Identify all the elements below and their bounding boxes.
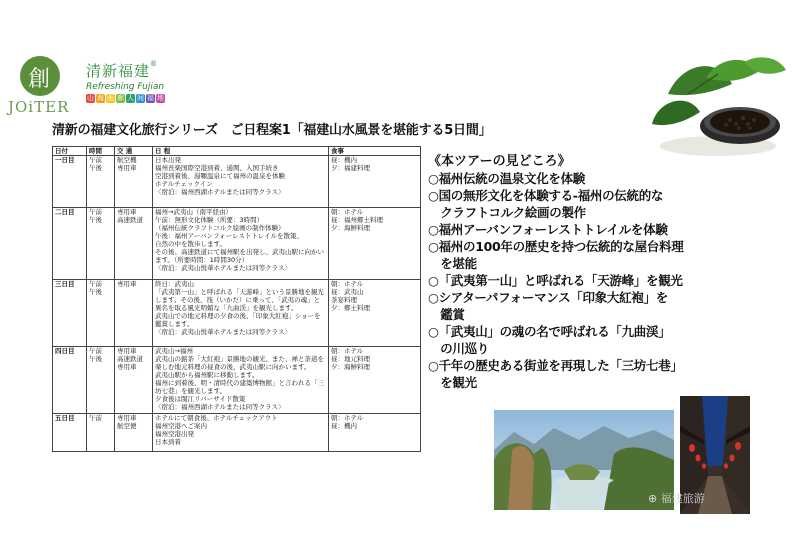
header-meals: 食事 [329, 147, 421, 156]
schedule-line: ホテルチェックイン [155, 180, 213, 188]
transport-cell [115, 414, 153, 452]
schedule-line: その後、高速鉄道にて福州駅を出発し、武夷山駅に向かいます。（所要時間：1時間30分） [155, 248, 324, 264]
transport-line: 専用車 [117, 363, 137, 371]
time-line: 午前 [89, 347, 102, 355]
schedule-line: 〈宿泊：武夷山悦華ホテルまたは同等クラス〉 [155, 328, 291, 336]
schedule-line: 武夷山での地元料理の夕食の後、「印象大紅袍」ショーを鑑賞します。 [155, 312, 321, 328]
schedule-line: 終日：武夷山 [155, 280, 194, 288]
slogan-char: 人 [127, 94, 134, 102]
refreshing-fujian-logo [86, 60, 166, 108]
header-time: 時間 [87, 147, 115, 156]
highlight-item: ○シアターパフォーマンス「印象大紅袍」を [428, 290, 668, 305]
highlight-item: ○千年の歴史ある街並を再現した「三坊七巷」 [428, 358, 683, 373]
transport-line: 専用車 [117, 208, 137, 216]
meals-line: 夕：福建料理 [331, 164, 370, 172]
meals-line: 茶宴料理 [331, 296, 357, 304]
transport-line: 専用車 [117, 280, 137, 288]
highlight-item: クラフトコルク絵画の製作 [428, 205, 586, 220]
schedule-line: 自然の中を散歩します。 [155, 240, 226, 248]
highlight-item: を堪能 [428, 256, 477, 271]
header-transport: 交 通 [115, 147, 153, 156]
transport-line: 専用車 [117, 164, 137, 172]
table-row [53, 414, 421, 452]
schedule-line: 「武夷第一山」と呼ばれる「天游峰」という景勝地を観光します。その後、筏（いかだ）に乗って、「武夷の魂」と異名を取る風光明媚な「九曲渓」を観光します。 [155, 288, 324, 312]
highlight-item: ○福州アーバンフォーレストトレイルを体験 [428, 222, 668, 237]
tea-cup-photo [648, 54, 794, 160]
schedule-line: 福州空港出発 [155, 430, 194, 438]
page-title: 清新の福建文化旅行シリーズ ご日程案1「福建山水風景を堪能する5日間」 [52, 123, 492, 138]
slogan-char: 福 [147, 94, 154, 102]
schedule-line: 日本出発 [155, 156, 181, 164]
transport-cell [115, 156, 153, 208]
schedule-line: 福州空港へご案内 [155, 422, 207, 430]
transport-line: 高速鉄道 [117, 355, 143, 363]
table-row [53, 347, 421, 414]
meals-cell [329, 347, 421, 414]
schedule-line: 〈宿泊：福州西湖ホテルまたは同等クラス〉 [155, 188, 285, 196]
meals-line: 昼：機内 [331, 422, 357, 430]
slogan-char: 间 [137, 94, 144, 102]
schedule-line: 空港到着後、湯顆温泉にて福州の温泉を体験 [155, 172, 285, 180]
schedule-cell [153, 347, 329, 414]
meals-line: 朝：ホテル [331, 280, 364, 288]
time-line: 午前 [89, 156, 102, 164]
meals-line: 昼：福州郷土料理 [331, 216, 383, 224]
table-row [53, 156, 421, 208]
schedule-line: 武夷山の銘茶「大紅袍」景勝地の観光、また、禅と茶道を楽しむ地元料理の昼食の後、武夷山駅に向かいます。 [155, 355, 324, 371]
time-cell [87, 347, 115, 414]
transport-cell [115, 347, 153, 414]
transport-line: 航空便 [117, 422, 137, 430]
highlights-list [428, 170, 744, 391]
meals-line: 朝：ホテル [331, 208, 364, 216]
itinerary-table [52, 146, 421, 452]
highlight-item: ○福州の100年の歴史を持つ伝統的な屋台料理 [428, 239, 684, 254]
highlight-item: を観光 [428, 375, 477, 390]
itinerary-body [53, 156, 421, 452]
slogan-char: 廊 [117, 94, 124, 102]
transport-cell [115, 208, 153, 280]
highlight-item: ○「武夷第一山」と呼ばれる「天游峰」を観光 [428, 273, 683, 288]
slogan-char: 地 [157, 94, 164, 102]
time-line: 午後 [89, 355, 102, 363]
schedule-cell [153, 280, 329, 347]
watermark: ⊕ 福建旅游 [648, 492, 705, 505]
schedule-line: ホテルにて朝食後、ホテルチェックアウト [155, 414, 278, 422]
schedule-line: 夕食後は閩江リバーサイド散策 [155, 395, 246, 403]
schedule-cell [153, 414, 329, 452]
tour-highlights [428, 150, 744, 391]
meals-cell [329, 208, 421, 280]
highlight-item: 鑑賞 [428, 307, 465, 322]
slogan-char: 画 [107, 94, 114, 102]
table-row [53, 208, 421, 280]
schedule-line: 武夷山駅から福州駅に移動します。 [155, 371, 259, 379]
schedule-line: 〈宿泊：福州西湖ホテルまたは同等クラス〉 [155, 403, 285, 411]
highlight-item: ○「武夷山」の魂の名で呼ばれる「九曲渓」 [428, 324, 671, 339]
highlight-item: ○国の無形文化を体験する-福州の伝統的な [428, 188, 664, 203]
schedule-line: （福州伝統クラフトコルク絵画の制作体験） [155, 224, 285, 232]
meals-line: 夕：海鮮料理 [331, 363, 370, 371]
header-date: 日付 [53, 147, 87, 156]
schedule-line: 〈宿泊：武夷山悦華ホテルまたは同等クラス〉 [155, 264, 291, 272]
fujian-logo-cn: 清新福建 [86, 62, 151, 80]
table-header-row [53, 147, 421, 156]
day-cell: 二日目 [53, 208, 87, 280]
joiter-logo [6, 56, 72, 118]
transport-cell [115, 280, 153, 347]
schedule-cell [153, 156, 329, 208]
time-line: 午後 [89, 164, 102, 172]
transport-line: 専用車 [117, 347, 137, 355]
schedule-line: 福州→武夷山（南平経由） [155, 208, 232, 216]
header-schedule: 日 程 [153, 147, 329, 156]
time-line: 午前 [89, 208, 102, 216]
joiter-logo-char: 創 [28, 67, 51, 92]
highlight-item: の川巡り [428, 341, 490, 356]
time-line: 午前 [89, 280, 102, 288]
time-cell [87, 414, 115, 452]
meals-cell [329, 414, 421, 452]
mountain-river-photo [494, 410, 674, 510]
schedule-line: 福州長楽国際空港到着、通関、入国手続き [155, 164, 279, 172]
table-row [53, 280, 421, 347]
transport-line: 航空機 [117, 156, 137, 164]
day-cell: 五日目 [53, 414, 87, 452]
schedule-line: 午後：福州アーバンフォーレストトレイルを散策、 [155, 232, 304, 240]
registered-mark: ® [150, 60, 159, 68]
highlights-heading: 《本ツアーの見どころ》 [428, 154, 571, 169]
transport-line: 専用車 [117, 414, 137, 422]
schedule-line: 武夷山→福州 [155, 347, 193, 355]
time-line: 午後 [89, 216, 102, 224]
schedule-line: 日本到着 [155, 438, 181, 446]
meals-cell [329, 156, 421, 208]
time-cell [87, 208, 115, 280]
time-line: 午前 [89, 414, 102, 422]
meals-line: 朝：ホテル [331, 347, 364, 355]
meals-line: 夕：郷土料理 [331, 304, 370, 312]
time-cell [87, 156, 115, 208]
meals-line: 昼：地元料理 [331, 355, 370, 363]
day-cell: 一日目 [53, 156, 87, 208]
meals-cell [329, 280, 421, 347]
meals-line: 夕：海鮮料理 [331, 224, 370, 232]
schedule-line: 午前：無形文化体験（所要：3時間） [155, 216, 264, 224]
fujian-logo-slogan [86, 94, 166, 103]
joiter-logo-word: JOiTER [8, 98, 70, 116]
time-line: 午後 [89, 288, 102, 296]
meals-line: 昼：武夷山 [331, 288, 364, 296]
day-cell: 四日目 [53, 347, 87, 414]
slogan-char: 海 [97, 94, 104, 102]
slogan-char: 山 [87, 94, 94, 102]
meals-line: 朝：ホテル [331, 414, 364, 422]
highlight-item: ○福州伝統の温泉文化を体験 [428, 171, 586, 186]
schedule-line: 福州に到着後、明・清時代の建築博物館」と言われる「三坊七巷」を観光します。 [155, 379, 324, 395]
transport-line: 高速鉄道 [117, 216, 143, 224]
schedule-cell [153, 208, 329, 280]
meals-line: 昼：機内 [331, 156, 357, 164]
day-cell: 三日目 [53, 280, 87, 347]
time-cell [87, 280, 115, 347]
fujian-logo-en: Refreshing Fujian [86, 82, 165, 92]
